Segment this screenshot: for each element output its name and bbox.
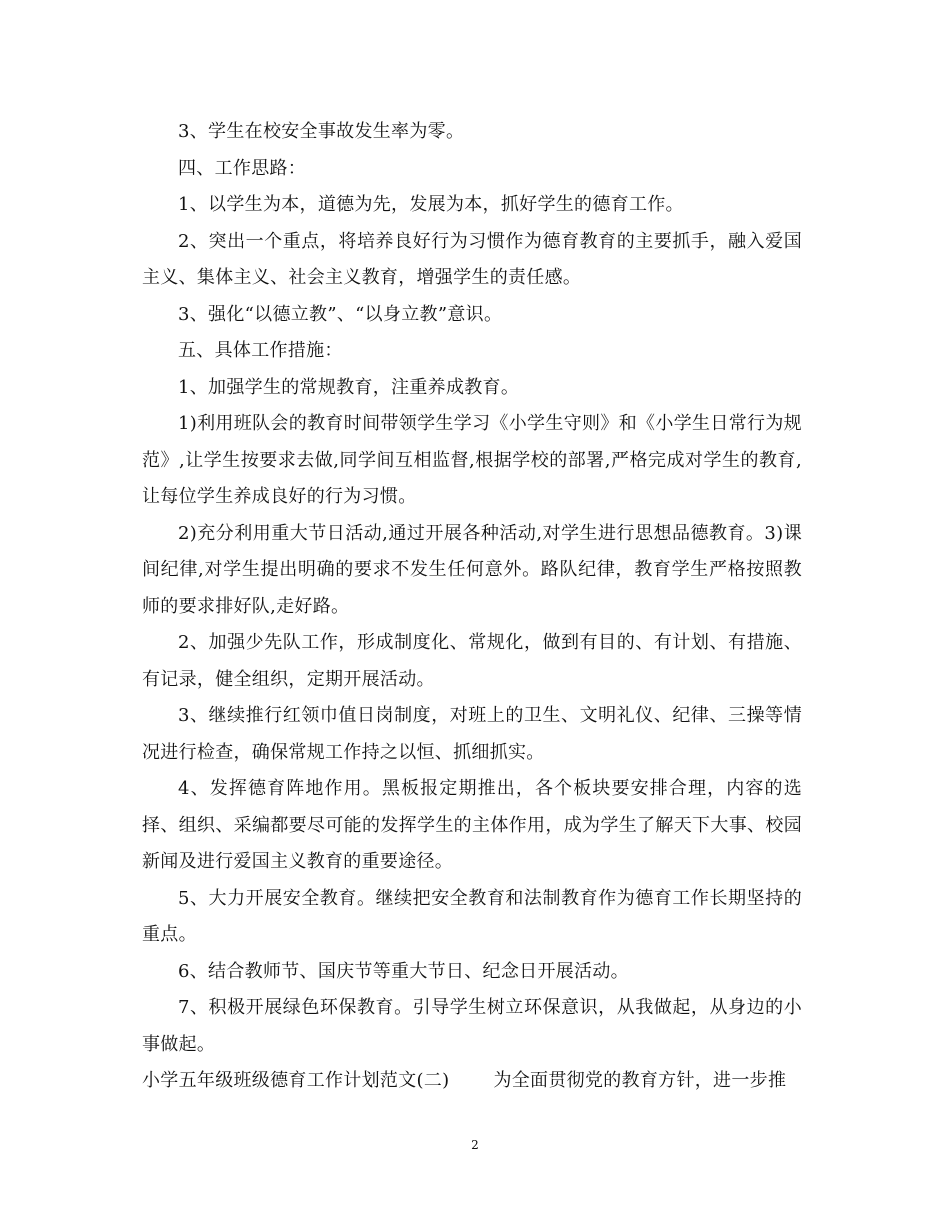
next-document-title: 小学五年级班级德育工作计划范文(二)	[142, 1070, 450, 1091]
document-body	[142, 114, 802, 1100]
paragraph: 6、结合教师节、国庆节等重大节日、纪念日开展活动。	[178, 960, 629, 982]
paragraph: 3、强化“以德立教”、“以身立教”意识。	[178, 303, 503, 325]
paragraph: 3、学生在校安全事故发生率为零。	[178, 121, 465, 142]
paragraph: 1)利用班队会的教育时间带领学生学习《小学生守则》和《小学生日常行为规范》,让学生按要求去做,同学间互相监督,根据学校的部署,严格完成对学生的教育,让每位学生养成良好的行为习惯。	[142, 413, 802, 507]
paragraph: 1、加强学生的常规教育，注重养成教育。	[178, 376, 520, 398]
paragraph: 2、加强少先队工作，形成制度化、常规化，做到有目的、有计划、有措施、有记录，健全组织，定期开展活动。	[142, 632, 802, 690]
paragraph: 5、大力开展安全教育。继续把安全教育和法制教育作为德育工作长期坚持的重点。	[142, 887, 802, 945]
paragraph: 1、以学生为本，道德为先，发展为本，抓好学生的德育工作。	[178, 194, 684, 215]
paragraph: 3、继续推行红领巾值日岗制度，对班上的卫生、文明礼仪、纪律、三操等情况进行检查，确保常规工作持之以恒、抓细抓实。	[142, 705, 802, 763]
paragraph: 7、积极开展绿色环保教育。引导学生树立环保意识，从我做起，从身边的小事做起。	[142, 997, 802, 1055]
paragraph: 4、发挥德育阵地作用。黑板报定期推出，各个板块要安排合理，内容的选择、组织、采编都要尽可能的发挥学生的主体作用，成为学生了解天下大事、校园新闻及进行爱国主义教育的重要途径。	[142, 778, 802, 872]
section-heading: 四、工作思路：	[178, 157, 307, 179]
paragraph: 2、突出一个重点，将培养良好行为习惯作为德育教育的主要抓手，融入爱国主义、集体主义、社会主义教育，增强学生的责任感。	[142, 230, 802, 288]
page-number: 2	[471, 1138, 479, 1152]
next-document-intro: 为全面贯彻党的教育方针，进一步推	[493, 1070, 787, 1091]
section-heading: 五、具体工作措施：	[178, 340, 343, 361]
paragraph: 2)充分利用重大节日活动,通过开展各种活动,对学生进行思想品德教育。3)课间纪律,对学生提出明确的要求不发生任何意外。路队纪律，教育学生严格按照教师的要求排好队,走好路。	[142, 522, 802, 617]
next-document-line	[142, 1063, 802, 1100]
